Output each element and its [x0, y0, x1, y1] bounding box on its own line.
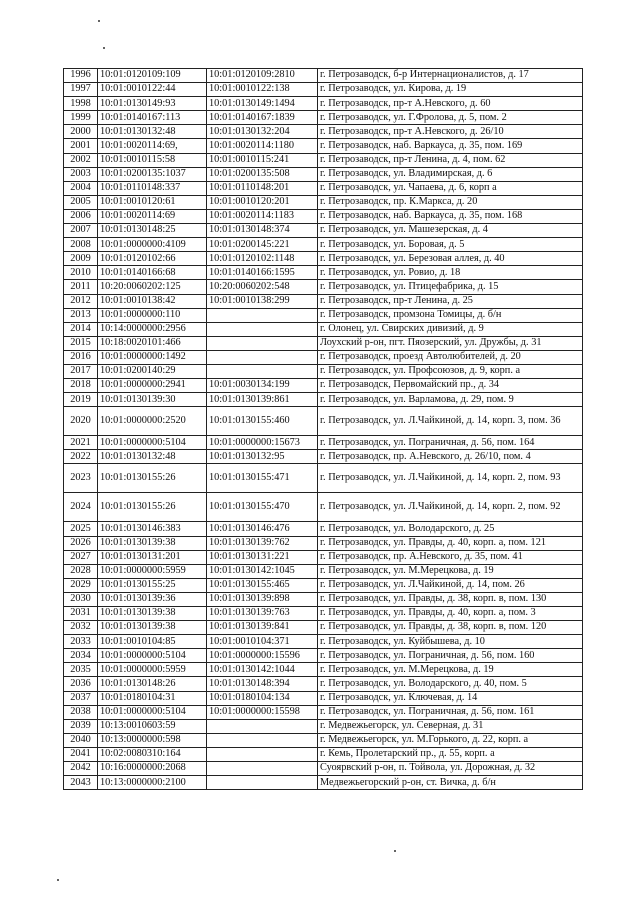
address-cell: г. Петрозаводск, ул. М.Мерецкова, д. 19: [318, 564, 583, 578]
address-cell: г. Медвежьегорск, ул. Северная, д. 31: [318, 719, 583, 733]
cadastral-number-cell: 10:18:0020101:466: [98, 336, 207, 350]
object-cadastral-number-cell: 10:01:0130139:762: [207, 536, 318, 550]
row-number-cell: 1997: [64, 83, 98, 97]
address-cell: г. Петрозаводск, ул. Птицефабрика, д. 15: [318, 280, 583, 294]
object-cadastral-number-cell: 10:01:0130139:898: [207, 592, 318, 606]
table-row: [64, 762, 583, 776]
table-row: [64, 350, 583, 364]
row-number-cell: 2043: [64, 776, 98, 790]
row-number-cell: 2007: [64, 224, 98, 238]
row-number-cell: 1998: [64, 97, 98, 111]
address-cell: Суоярвский р-он, п. Тойвола, ул. Дорожная, д. 32: [318, 762, 583, 776]
address-cell: г. Петрозаводск, ул. Л.Чайкиной, д. 14, корп. 2, пом. 93: [318, 464, 583, 493]
row-number-cell: 2036: [64, 677, 98, 691]
cadastral-number-cell: 10:01:0000000:2941: [98, 379, 207, 393]
row-number-cell: 2035: [64, 663, 98, 677]
row-number-cell: 2025: [64, 522, 98, 536]
cadastral-number-cell: 10:01:0010104:85: [98, 635, 207, 649]
address-cell: г. Петрозаводск, пр. К.Маркса, д. 20: [318, 195, 583, 209]
table-row: [64, 747, 583, 761]
address-cell: г. Петрозаводск, ул. Чапаева, д. 6, корп а: [318, 181, 583, 195]
object-cadastral-number-cell: 10:01:0020114:1183: [207, 209, 318, 223]
cadastral-number-cell: 10:14:0000000:2956: [98, 322, 207, 336]
table-row: [64, 393, 583, 407]
address-cell: г. Петрозаводск, ул. Боровая, д. 5: [318, 238, 583, 252]
address-cell: г. Петрозаводск, ул. Кирова, д. 19: [318, 83, 583, 97]
object-cadastral-number-cell: 10:01:0010122:138: [207, 83, 318, 97]
address-cell: г. Петрозаводск, б-р Интернационалистов, д. 17: [318, 69, 583, 83]
row-number-cell: 2042: [64, 762, 98, 776]
cadastral-number-cell: 10:01:0200140:29: [98, 364, 207, 378]
address-cell: г. Петрозаводск, ул. Куйбышева, д. 10: [318, 635, 583, 649]
object-cadastral-number-cell: [207, 336, 318, 350]
row-number-cell: 2023: [64, 464, 98, 493]
address-cell: г. Петрозаводск, ул. Профсоюзов, д. 9, корп. а: [318, 364, 583, 378]
row-number-cell: 2000: [64, 125, 98, 139]
address-cell: г. Кемь, Пролетарский пр., д. 55, корп. а: [318, 747, 583, 761]
row-number-cell: 2020: [64, 407, 98, 436]
address-cell: г. Петрозаводск, ул. Владимирская, д. 6: [318, 167, 583, 181]
table-row: [64, 550, 583, 564]
object-cadastral-number-cell: 10:01:0130131:221: [207, 550, 318, 564]
row-number-cell: 2001: [64, 139, 98, 153]
row-number-cell: 2030: [64, 592, 98, 606]
object-cadastral-number-cell: 10:01:0110148:201: [207, 181, 318, 195]
table-row: [64, 266, 583, 280]
object-cadastral-number-cell: 10:01:0140167:1839: [207, 111, 318, 125]
address-cell: г. Петрозаводск, пр-т А.Невского, д. 60: [318, 97, 583, 111]
cadastral-number-cell: 10:01:0130139:30: [98, 393, 207, 407]
row-number-cell: 2033: [64, 635, 98, 649]
row-number-cell: 2038: [64, 705, 98, 719]
cadastral-number-cell: 10:01:0130139:38: [98, 536, 207, 550]
row-number-cell: 2019: [64, 393, 98, 407]
cadastral-number-cell: 10:01:0000000:5104: [98, 649, 207, 663]
object-cadastral-number-cell: 10:01:0010104:371: [207, 635, 318, 649]
address-cell: г. Петрозаводск, ул. Березовая аллея, д. 40: [318, 252, 583, 266]
cadastral-number-cell: 10:01:0130155:26: [98, 493, 207, 522]
cadastral-number-cell: 10:01:0000000:5959: [98, 564, 207, 578]
cadastral-number-cell: 10:01:0180104:31: [98, 691, 207, 705]
table-row: [64, 139, 583, 153]
cadastral-number-cell: 10:01:0130139:38: [98, 607, 207, 621]
registry-table-body: [64, 69, 583, 790]
table-row: [64, 195, 583, 209]
table-row: [64, 97, 583, 111]
cadastral-number-cell: 10:01:0130155:25: [98, 578, 207, 592]
row-number-cell: 2028: [64, 564, 98, 578]
cadastral-number-cell: 10:01:0020114:69,: [98, 139, 207, 153]
cadastral-number-cell: 10:01:0000000:110: [98, 308, 207, 322]
object-cadastral-number-cell: [207, 762, 318, 776]
object-cadastral-number-cell: 10:20:0060202:548: [207, 280, 318, 294]
table-row: [64, 209, 583, 223]
object-cadastral-number-cell: 10:01:0130142:1045: [207, 564, 318, 578]
address-cell: г. Петрозаводск, ул. Пограничная, д. 56, пом. 161: [318, 705, 583, 719]
scan-speck: [394, 850, 396, 852]
table-row: [64, 776, 583, 790]
object-cadastral-number-cell: 10:01:0030134:199: [207, 379, 318, 393]
row-number-cell: 2040: [64, 733, 98, 747]
row-number-cell: 1999: [64, 111, 98, 125]
address-cell: г. Петрозаводск, пр-т Ленина, д. 25: [318, 294, 583, 308]
table-row: [64, 649, 583, 663]
table-row: [64, 705, 583, 719]
row-number-cell: 2017: [64, 364, 98, 378]
address-cell: г. Петрозаводск, пр-т Ленина, д. 4, пом. 62: [318, 153, 583, 167]
object-cadastral-number-cell: 10:01:0020114:1180: [207, 139, 318, 153]
object-cadastral-number-cell: 10:01:0130139:763: [207, 607, 318, 621]
object-cadastral-number-cell: 10:01:0130148:374: [207, 224, 318, 238]
cadastral-number-cell: 10:01:0130139:36: [98, 592, 207, 606]
row-number-cell: 2012: [64, 294, 98, 308]
cadastral-number-cell: 10:13:0010603:59: [98, 719, 207, 733]
address-cell: г. Петрозаводск, ул. Ключевая, д. 14: [318, 691, 583, 705]
object-cadastral-number-cell: 10:01:0130155:460: [207, 407, 318, 436]
table-row: [64, 677, 583, 691]
row-number-cell: 2011: [64, 280, 98, 294]
row-number-cell: 2027: [64, 550, 98, 564]
object-cadastral-number-cell: [207, 308, 318, 322]
table-row: [64, 322, 583, 336]
object-cadastral-number-cell: [207, 322, 318, 336]
table-row: [64, 691, 583, 705]
object-cadastral-number-cell: 10:01:0200135:508: [207, 167, 318, 181]
cadastral-number-cell: 10:01:0130132:48: [98, 450, 207, 464]
table-row: [64, 111, 583, 125]
cadastral-number-cell: 10:01:0000000:5104: [98, 436, 207, 450]
cadastral-number-cell: 10:01:0130148:25: [98, 224, 207, 238]
scan-speck: [103, 47, 105, 49]
object-cadastral-number-cell: [207, 747, 318, 761]
address-cell: г. Олонец, ул. Свирских дивизий, д. 9: [318, 322, 583, 336]
object-cadastral-number-cell: 10:01:0130149:1494: [207, 97, 318, 111]
address-cell: г. Петрозаводск, ул. Пограничная, д. 56, пом. 164: [318, 436, 583, 450]
table-row: [64, 450, 583, 464]
object-cadastral-number-cell: [207, 776, 318, 790]
cadastral-number-cell: 10:01:0120109:109: [98, 69, 207, 83]
row-number-cell: 2022: [64, 450, 98, 464]
object-cadastral-number-cell: 10:01:0130142:1044: [207, 663, 318, 677]
cadastral-number-cell: 10:01:0120102:66: [98, 252, 207, 266]
table-row: [64, 578, 583, 592]
object-cadastral-number-cell: [207, 364, 318, 378]
cadastral-number-cell: 10:01:0130132:48: [98, 125, 207, 139]
object-cadastral-number-cell: 10:01:0180104:134: [207, 691, 318, 705]
cadastral-number-cell: 10:01:0000000:5959: [98, 663, 207, 677]
row-number-cell: 2018: [64, 379, 98, 393]
object-cadastral-number-cell: 10:01:0130132:204: [207, 125, 318, 139]
address-cell: г. Петрозаводск, наб. Варкауса, д. 35, пом. 168: [318, 209, 583, 223]
object-cadastral-number-cell: 10:01:0010120:201: [207, 195, 318, 209]
cadastral-number-cell: 10:01:0020114:69: [98, 209, 207, 223]
cadastral-number-cell: 10:01:0010122:44: [98, 83, 207, 97]
address-cell: г. Петрозаводск, Первомайский пр., д. 34: [318, 379, 583, 393]
address-cell: г. Петрозаводск, пр. А.Невского, д. 35, пом. 41: [318, 550, 583, 564]
row-number-cell: 2016: [64, 350, 98, 364]
table-row: [64, 592, 583, 606]
object-cadastral-number-cell: 10:01:0130146:476: [207, 522, 318, 536]
table-row: [64, 407, 583, 436]
table-row: [64, 224, 583, 238]
cadastral-number-cell: 10:01:0200135:1037: [98, 167, 207, 181]
table-row: [64, 153, 583, 167]
table-row: [64, 493, 583, 522]
row-number-cell: 2002: [64, 153, 98, 167]
object-cadastral-number-cell: 10:01:0130155:471: [207, 464, 318, 493]
row-number-cell: 2015: [64, 336, 98, 350]
object-cadastral-number-cell: [207, 350, 318, 364]
cadastral-number-cell: 10:01:0010115:58: [98, 153, 207, 167]
object-cadastral-number-cell: 10:01:0200145:221: [207, 238, 318, 252]
object-cadastral-number-cell: 10:01:0010115:241: [207, 153, 318, 167]
cadastral-number-cell: 10:01:0010138:42: [98, 294, 207, 308]
row-number-cell: 2024: [64, 493, 98, 522]
table-row: [64, 607, 583, 621]
address-cell: г. Петрозаводск, пр-т А.Невского, д. 26/10: [318, 125, 583, 139]
table-row: [64, 564, 583, 578]
row-number-cell: 2026: [64, 536, 98, 550]
table-row: [64, 663, 583, 677]
address-cell: г. Петрозаводск, ул. Л.Чайкиной, д. 14, корп. 3, пом. 36: [318, 407, 583, 436]
table-row: [64, 125, 583, 139]
row-number-cell: 2006: [64, 209, 98, 223]
object-cadastral-number-cell: 10:01:0130139:841: [207, 621, 318, 635]
table-row: [64, 379, 583, 393]
cadastral-number-cell: 10:01:0130148:26: [98, 677, 207, 691]
table-row: [64, 83, 583, 97]
address-cell: г. Петрозаводск, ул. Володарского, д. 40, пом. 5: [318, 677, 583, 691]
table-row: [64, 719, 583, 733]
cadastral-number-cell: 10:01:0140166:68: [98, 266, 207, 280]
object-cadastral-number-cell: 10:01:0130155:470: [207, 493, 318, 522]
row-number-cell: 2034: [64, 649, 98, 663]
table-row: [64, 336, 583, 350]
row-number-cell: 2009: [64, 252, 98, 266]
object-cadastral-number-cell: 10:01:0140166:1595: [207, 266, 318, 280]
address-cell: г. Петрозаводск, ул. Правды, д. 38, корп. в, пом. 130: [318, 592, 583, 606]
table-row: [64, 280, 583, 294]
cadastral-number-cell: 10:01:0130155:26: [98, 464, 207, 493]
address-cell: г. Петрозаводск, ул. Правды, д. 40, корп. а, пом. 3: [318, 607, 583, 621]
address-cell: г. Петрозаводск, наб. Варкауса, д. 35, пом. 169: [318, 139, 583, 153]
object-cadastral-number-cell: 10:01:0130155:465: [207, 578, 318, 592]
address-cell: г. Петрозаводск, ул. Л.Чайкиной, д. 14, корп. 2, пом. 92: [318, 493, 583, 522]
address-cell: г. Петрозаводск, проезд Автолюбителей, д. 20: [318, 350, 583, 364]
table-row: [64, 364, 583, 378]
row-number-cell: 2032: [64, 621, 98, 635]
table-row: [64, 522, 583, 536]
row-number-cell: 2013: [64, 308, 98, 322]
address-cell: г. Петрозаводск, ул. Правды, д. 40, корп. а, пом. 121: [318, 536, 583, 550]
address-cell: г. Петрозаводск, ул. Володарского, д. 25: [318, 522, 583, 536]
row-number-cell: 2014: [64, 322, 98, 336]
object-cadastral-number-cell: 10:01:0130132:95: [207, 450, 318, 464]
table-row: [64, 635, 583, 649]
object-cadastral-number-cell: 10:01:0010138:299: [207, 294, 318, 308]
row-number-cell: 2008: [64, 238, 98, 252]
row-number-cell: 2039: [64, 719, 98, 733]
row-number-cell: 2005: [64, 195, 98, 209]
table-row: [64, 733, 583, 747]
address-cell: Лоухский р-он, пгт. Пяозерский, ул. Дружбы, д. 31: [318, 336, 583, 350]
address-cell: г. Петрозаводск, ул. Л.Чайкиной, д. 14, пом. 26: [318, 578, 583, 592]
row-number-cell: 2037: [64, 691, 98, 705]
cadastral-number-cell: 10:01:0130146:383: [98, 522, 207, 536]
cadastral-number-cell: 10:13:0000000:598: [98, 733, 207, 747]
object-cadastral-number-cell: 10:01:0000000:15598: [207, 705, 318, 719]
address-cell: г. Петрозаводск, ул. М.Мерецкова, д. 19: [318, 663, 583, 677]
row-number-cell: 2031: [64, 607, 98, 621]
address-cell: г. Петрозаводск, промзона Томицы, д. б/н: [318, 308, 583, 322]
table-row: [64, 464, 583, 493]
object-cadastral-number-cell: 10:01:0130139:861: [207, 393, 318, 407]
table-row: [64, 294, 583, 308]
object-cadastral-number-cell: 10:01:0120109:2810: [207, 69, 318, 83]
address-cell: Медвежьегорский р-он, ст. Вичка, д. б/н: [318, 776, 583, 790]
cadastral-number-cell: 10:01:0110148:337: [98, 181, 207, 195]
row-number-cell: 2021: [64, 436, 98, 450]
cadastral-number-cell: 10:01:0130131:201: [98, 550, 207, 564]
address-cell: г. Петрозаводск, ул. Пограничная, д. 56, пом. 160: [318, 649, 583, 663]
object-cadastral-number-cell: 10:01:0000000:15596: [207, 649, 318, 663]
cadastral-number-cell: 10:01:0130139:38: [98, 621, 207, 635]
table-row: [64, 238, 583, 252]
row-number-cell: 2029: [64, 578, 98, 592]
object-cadastral-number-cell: 10:01:0130148:394: [207, 677, 318, 691]
cadastral-number-cell: 10:01:0000000:2520: [98, 407, 207, 436]
address-cell: г. Петрозаводск, ул. Г.Фролова, д. 5, пом. 2: [318, 111, 583, 125]
object-cadastral-number-cell: 10:01:0120102:1148: [207, 252, 318, 266]
cadastral-number-cell: 10:01:0130149:93: [98, 97, 207, 111]
property-registry-table: [63, 68, 583, 790]
object-cadastral-number-cell: 10:01:0000000:15673: [207, 436, 318, 450]
address-cell: г. Петрозаводск, пр. А.Невского, д. 26/10, пом. 4: [318, 450, 583, 464]
table-row: [64, 536, 583, 550]
cadastral-number-cell: 10:01:0140167:113: [98, 111, 207, 125]
row-number-cell: 1996: [64, 69, 98, 83]
cadastral-number-cell: 10:01:0000000:1492: [98, 350, 207, 364]
scan-speck: [57, 879, 59, 881]
table-row: [64, 252, 583, 266]
table-row: [64, 181, 583, 195]
row-number-cell: 2010: [64, 266, 98, 280]
address-cell: г. Петрозаводск, ул. Варламова, д. 29, пом. 9: [318, 393, 583, 407]
cadastral-number-cell: 10:02:0080310:164: [98, 747, 207, 761]
cadastral-number-cell: 10:20:0060202:125: [98, 280, 207, 294]
table-row: [64, 436, 583, 450]
scan-speck: [98, 20, 100, 22]
cadastral-number-cell: 10:01:0010120:61: [98, 195, 207, 209]
table-row: [64, 167, 583, 181]
cadastral-number-cell: 10:16:0000000:2068: [98, 762, 207, 776]
address-cell: г. Петрозаводск, ул. Машезерская, д. 4: [318, 224, 583, 238]
row-number-cell: 2004: [64, 181, 98, 195]
table-row: [64, 621, 583, 635]
cadastral-number-cell: 10:13:0000000:2100: [98, 776, 207, 790]
table-row: [64, 308, 583, 322]
cadastral-number-cell: 10:01:0000000:5104: [98, 705, 207, 719]
cadastral-number-cell: 10:01:0000000:4109: [98, 238, 207, 252]
object-cadastral-number-cell: [207, 719, 318, 733]
object-cadastral-number-cell: [207, 733, 318, 747]
row-number-cell: 2041: [64, 747, 98, 761]
row-number-cell: 2003: [64, 167, 98, 181]
address-cell: г. Петрозаводск, ул. Ровио, д. 18: [318, 266, 583, 280]
table-row: [64, 69, 583, 83]
address-cell: г. Медвежьегорск, ул. М.Горького, д. 22, корп. а: [318, 733, 583, 747]
address-cell: г. Петрозаводск, ул. Правды, д. 38, корп. в, пом. 120: [318, 621, 583, 635]
